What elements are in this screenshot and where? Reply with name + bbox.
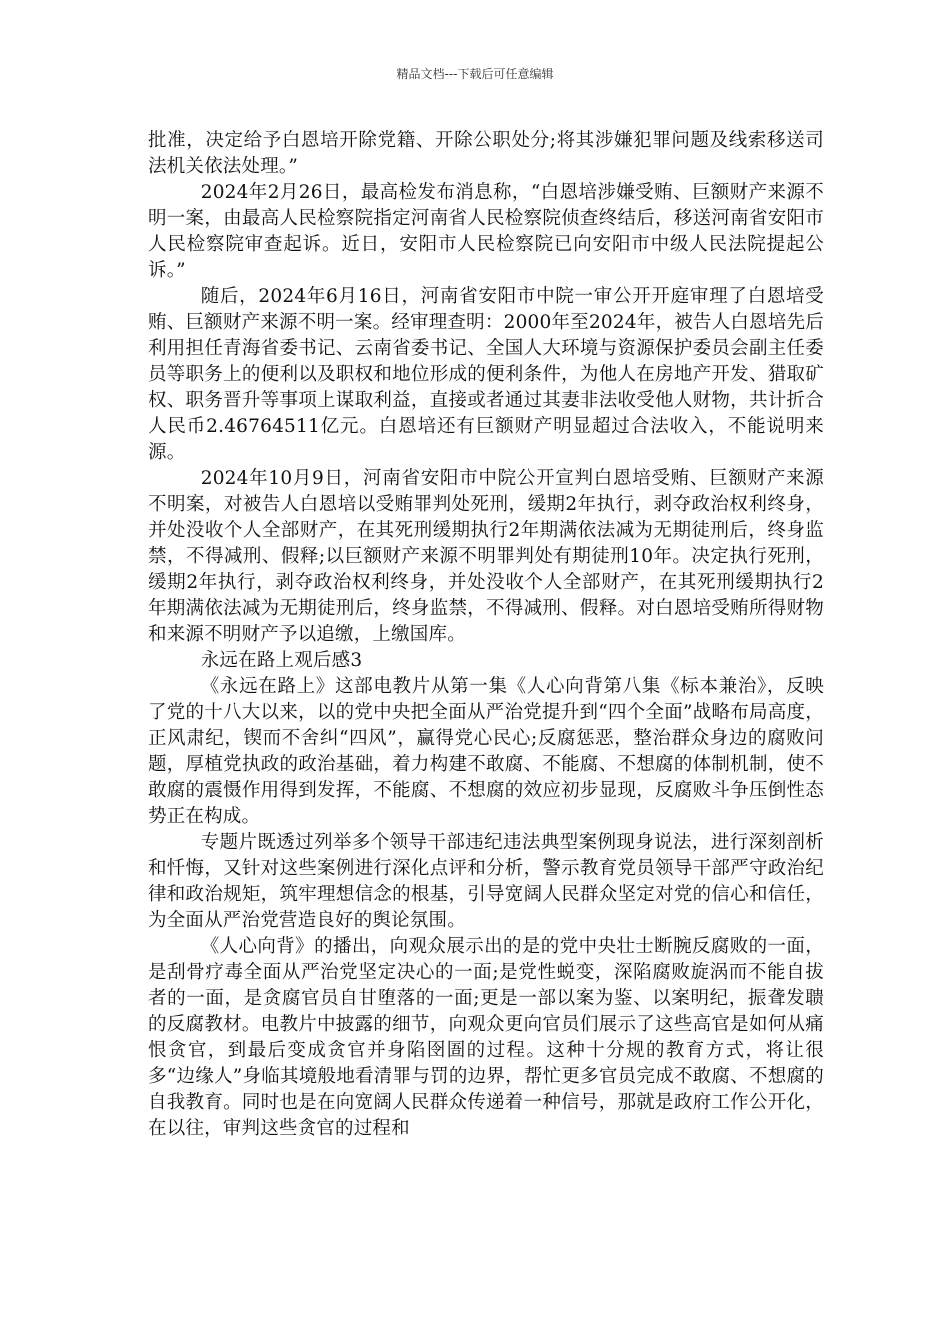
paragraph: 2024年2月26日，最高检发布消息称，“白恩培涉嫌受贿、巨额财产来源不明一案，由最高人民检察院指定河南省人民检察院侦查终结后，移送河南省安阳市人民检察院审查起诉。近日，安阳市人民检察院已向安阳市中级人民法院提起公诉。”: [148, 182, 824, 281]
paragraph: 2024年10月9日，河南省安阳市中院公开宣判白恩培受贿、巨额财产来源不明案，对被告人白恩培以受贿罪判处死刑，缓期2年执行，剥夺政治权利终身，并处没收个人全部财产，在其死刑缓期执行2年期满依法减为无期徒刑后，终身监禁，不得减刑、假释;以巨额财产来源不明罪判处有期徒刑10年。决定执行死刑，缓期2年执行，剥夺政治权利终身，并处没收个人全部财产，在其死刑缓期执行2年期满依法减为无期徒刑后，终身监禁，不得减刑、假释。对白恩培受贿所得财物和来源不明财产予以追缴，上缴国库。: [148, 468, 824, 645]
paragraph: 随后，2024年6月16日，河南省安阳市中院一审公开开庭审理了白恩培受贿、巨额财产来源不明一案。经审理查明：2000年至2024年，被告人白恩培先后利用担任青海省委书记、云南省委书记、全国人大环境与资源保护委员会副主任委员等职务上的便利以及职权和地位形成的便利条件，为他人在房地产开发、猎取矿权、职务晋升等事项上谋取利益，直接或者通过其妻非法收受他人财物，共计折合人民币2.46764511亿元。白恩培还有巨额财产明显超过合法收入，不能说明来源。: [148, 286, 824, 463]
paragraph: 《永远在路上》这部电教片从第一集《人心向背第八集《标本兼治》，反映了党的十八大以来，以的党中央把全面从严治党提升到“四个全面”战略布局高度，正风肃纪，锲而不舍纠“四风”，赢得党心民心;反腐惩恶，整治群众身边的腐败问题，厚植党执政的政治基础，着力构建不敢腐、不能腐、不想腐的体制机制，使不敢腐的震慑作用得到发挥，不能腐、不想腐的效应初步显现，反腐败斗争压倒性态势正在构成。: [148, 676, 824, 827]
document-body: [148, 128, 824, 1142]
paragraph: 永远在路上观后感3: [200, 650, 363, 671]
paragraph: 批准，决定给予白恩培开除党籍、开除公职处分;将其涉嫌犯罪问题及线索移送司法机关依法处理。”: [148, 130, 824, 177]
paragraph: 《人心向背》的播出，向观众展示出的是的党中央壮士断腕反腐败的一面，是刮骨疗毒全面从严治党坚定决心的一面;是党性蜕变，深陷腐败旋涡而不能自拔者的一面，是贪腐官员自甘堕落的一面;更是一部以案为鉴、以案明纪，振聋发聩的反腐教材。电教片中披露的细节，向观众更向官员们展示了这些高官是如何从痛恨贪官，到最后变成贪官并身陷囹圄的过程。这种十分规的教育方式，将让很多“边缘人”身临其境般地看清罪与罚的边界，帮忙更多官员完成不敢腐、不想腐的自我教育。同时也是在向宽阔人民群众传递着一种信号，那就是政府工作公开化，在以往，审判这些贪官的过程和: [148, 936, 824, 1139]
paragraph: 专题片既透过列举多个领导干部违纪违法典型案例现身说法，进行深刻剖析和忏悔，又针对这些案例进行深化点评和分析，警示教育党员领导干部严守政治纪律和政治规矩，筑牢理想信念的根基，引导宽阔人民群众坚定对党的信心和信任，为全面从严治党营造良好的舆论氛围。: [148, 832, 824, 931]
page-header: 精品文档---下载后可任意编辑: [396, 67, 554, 81]
